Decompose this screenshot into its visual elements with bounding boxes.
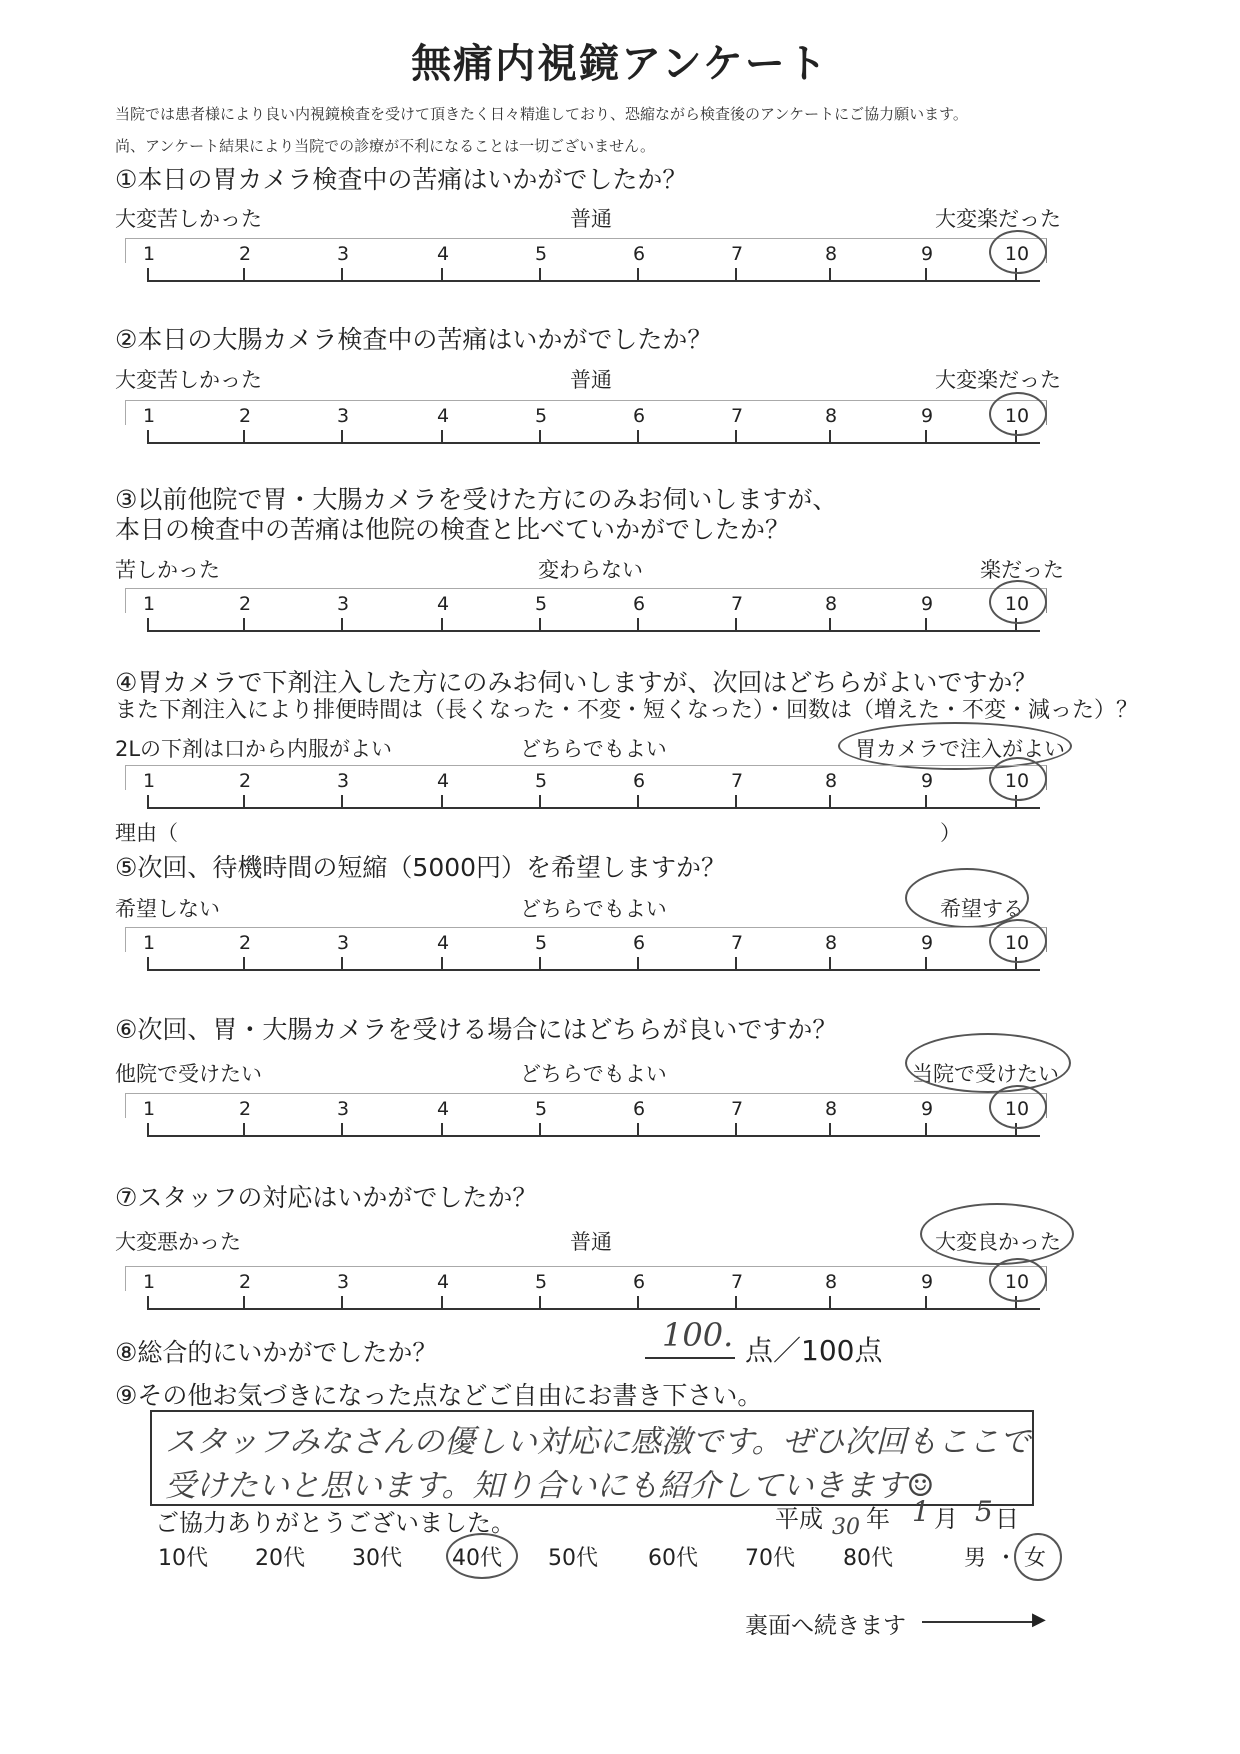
scale-option-2[interactable]: 2 [238,243,252,265]
q2-mid-label: 普通 [570,368,612,392]
q4-mid-label: どちらでもよい [520,737,667,761]
scale-frame [125,765,1047,790]
scale-tick [925,268,927,282]
question-3: ③以前他院で胃・大腸カメラを受けた方にのみお伺いしますが、 [115,485,838,514]
scale-option-1[interactable]: 1 [142,243,156,265]
age-30s[interactable]: 30代 [352,1546,402,1571]
scale-frame [125,588,1047,613]
scale-option-4[interactable]: 4 [436,405,450,427]
scale-option-7[interactable]: 7 [730,405,744,427]
q7-left-label: 大変悪かった [115,1230,241,1254]
scale-tick [539,268,541,282]
question-5: ⑤次回、待機時間の短縮（5000円）を希望しますか？ [115,853,727,882]
date-day[interactable]: 5 [975,1495,993,1528]
selected-answer-circle [989,230,1047,274]
scale-tick [539,795,541,809]
scale-option-6[interactable]: 6 [632,593,646,615]
scale-tick [147,1296,149,1310]
scale-tick [829,1123,831,1137]
scale-option-6[interactable]: 6 [632,1098,646,1120]
scale-option-7[interactable]: 7 [730,1098,744,1120]
q5-left-label: 希望しない [115,897,220,921]
scale-option-7[interactable]: 7 [730,1271,744,1293]
scale-option-2[interactable]: 2 [238,1098,252,1120]
scale-option-6[interactable]: 6 [632,405,646,427]
scale-tick [925,430,927,444]
age-20s[interactable]: 20代 [255,1546,305,1571]
scale-option-9[interactable]: 9 [920,1098,934,1120]
scale-frame [125,400,1047,425]
scale-option-7[interactable]: 7 [730,932,744,954]
q6-mid-label: どちらでもよい [520,1062,667,1086]
comment-line-2: 受けたいと思います。知り合いにも紹介していきます☺ [165,1468,935,1504]
scale-tick [243,1123,245,1137]
scale-tick [829,268,831,282]
question-3-line-2: 本日の検査中の苦痛は他院の検査と比べていかがでしたか？ [115,515,791,544]
q7-right-label: 大変良かった [935,1230,1061,1254]
scale-tick [829,795,831,809]
q1-right-label: 大変楽だった [935,207,1061,231]
q5-scale[interactable] [125,927,1045,987]
question-4-line-2: また下剤注入により排便時間は（長くなった・不変・短くなった）・回数は（増えた・不変・減った）？ [115,698,1139,723]
scale-frame [125,1093,1047,1118]
scale-option-4[interactable]: 4 [436,932,450,954]
scale-option-6[interactable]: 6 [632,770,646,792]
selected-answer-circle [989,757,1047,801]
date-month[interactable]: 1 [912,1495,930,1528]
scale-option-1[interactable]: 1 [142,405,156,427]
scale-tick [441,1123,443,1137]
scale-tick [147,618,149,632]
selected-answer-circle [989,580,1047,624]
scale-option-5[interactable]: 5 [534,1098,548,1120]
scale-option-5[interactable]: 5 [534,405,548,427]
scale-tick [539,1123,541,1137]
age-80s[interactable]: 80代 [843,1546,893,1571]
scale-option-7[interactable]: 7 [730,243,744,265]
scale-tick [341,1296,343,1310]
scale-baseline [147,1135,1040,1137]
scale-option-5[interactable]: 5 [534,932,548,954]
scale-tick [637,430,639,444]
scale-option-2[interactable]: 2 [238,932,252,954]
scale-option-3[interactable]: 3 [336,405,350,427]
q5-mid-label: どちらでもよい [520,897,667,921]
age-10s[interactable]: 10代 [158,1546,208,1571]
age-70s[interactable]: 70代 [745,1546,795,1571]
q7-mid-label: 普通 [570,1230,612,1254]
scale-option-3[interactable]: 3 [336,1098,350,1120]
scale-baseline [147,442,1040,444]
q3-scale[interactable] [125,588,1045,648]
sex-male[interactable]: 男 [964,1546,987,1571]
scale-option-8[interactable]: 8 [824,1271,838,1293]
scale-tick [243,1296,245,1310]
scale-tick [735,795,737,809]
q6-left-label: 他院で受けたい [115,1062,262,1086]
scale-tick [441,268,443,282]
scale-option-8[interactable]: 8 [824,1098,838,1120]
thanks-text: ご協力ありがとうございました。 [155,1509,515,1537]
scale-tick [441,957,443,971]
scale-option-2[interactable]: 2 [238,770,252,792]
q1-mid-label: 普通 [570,207,612,231]
scale-tick [341,957,343,971]
date-year-unit: 年 [866,1505,890,1533]
scale-baseline [147,969,1040,971]
scale-tick [147,430,149,444]
date-month-unit: 月 [934,1505,958,1533]
scale-tick [341,618,343,632]
scale-option-10[interactable]: 10 [1004,593,1030,615]
scale-tick [341,795,343,809]
scale-option-9[interactable]: 9 [920,593,934,615]
scale-tick [341,268,343,282]
scale-option-1[interactable]: 1 [142,1271,156,1293]
question-8: ⑧総合的にいかがでしたか？ [115,1338,438,1367]
scale-option-4[interactable]: 4 [436,243,450,265]
scale-option-3[interactable]: 3 [336,770,350,792]
scale-option-5[interactable]: 5 [534,593,548,615]
scale-option-10[interactable]: 10 [1004,1271,1030,1293]
scale-option-1[interactable]: 1 [142,932,156,954]
scale-tick [243,795,245,809]
q4-scale[interactable] [125,765,1045,825]
scale-option-4[interactable]: 4 [436,1098,450,1120]
scale-tick [243,430,245,444]
scale-tick [243,268,245,282]
scale-baseline [147,1308,1040,1310]
scale-tick [441,795,443,809]
question-2: ②本日の大腸カメラ検査中の苦痛はいかがでしたか？ [115,325,713,354]
scale-option-2[interactable]: 2 [238,405,252,427]
scale-option-10[interactable]: 10 [1004,405,1030,427]
scale-tick [441,430,443,444]
q2-scale[interactable] [125,400,1045,460]
comment-line-1: スタッフみなさんの優しい対応に感激です。ぜひ次回もここで [165,1424,1031,1460]
scale-option-5[interactable]: 5 [534,243,548,265]
scale-option-10[interactable]: 10 [1004,243,1030,265]
scale-option-3[interactable]: 3 [336,1271,350,1293]
scale-tick [637,1123,639,1137]
date-day-unit: 日 [995,1505,1019,1533]
scale-option-10[interactable]: 10 [1004,932,1030,954]
scale-option-6[interactable]: 6 [632,932,646,954]
scale-tick [829,957,831,971]
age-selected-circle [446,1533,518,1579]
scale-option-1[interactable]: 1 [142,770,156,792]
scale-option-4[interactable]: 4 [436,1271,450,1293]
q3-right-label: 楽だった [980,558,1064,582]
age-60s[interactable]: 60代 [648,1546,698,1571]
q4-reason-close: ） [940,821,961,845]
score-suffix: 点／100点 [745,1334,883,1367]
question-1: ①本日の胃カメラ検査中の苦痛はいかがでしたか？ [115,165,688,194]
scale-tick [341,430,343,444]
scale-option-9[interactable]: 9 [920,243,934,265]
scale-option-8[interactable]: 8 [824,243,838,265]
scale-tick [925,957,927,971]
scale-option-4[interactable]: 4 [436,770,450,792]
scale-tick [539,1296,541,1310]
scale-tick [441,618,443,632]
sex-female[interactable]: 女 [1024,1546,1047,1571]
scale-option-5[interactable]: 5 [534,770,548,792]
scale-tick [925,1296,927,1310]
footer-continue: 裏面へ続きます [745,1613,906,1639]
scale-tick [735,1296,737,1310]
scale-option-10[interactable]: 10 [1004,770,1030,792]
scale-option-7[interactable]: 7 [730,770,744,792]
scale-option-7[interactable]: 7 [730,593,744,615]
scale-tick [243,618,245,632]
q6-right-circle [905,1033,1071,1093]
date-year[interactable]: 30 [832,1515,860,1540]
scale-option-8[interactable]: 8 [824,932,838,954]
scale-option-3[interactable]: 3 [336,932,350,954]
q6-scale[interactable] [125,1093,1045,1153]
scale-option-1[interactable]: 1 [142,593,156,615]
scale-baseline [147,630,1040,632]
scale-tick [925,618,927,632]
scale-frame [125,238,1047,263]
scale-tick [637,268,639,282]
selected-answer-circle [989,392,1047,436]
scale-tick [147,268,149,282]
scale-option-2[interactable]: 2 [238,1271,252,1293]
q1-scale[interactable] [125,238,1045,298]
scale-option-8[interactable]: 8 [824,593,838,615]
intro-line-1: 当院では患者様により良い内視鏡検査を受けて頂きたく日々精進しており、恐縮ながら検査後のアンケートにご協力願います。 [115,105,968,123]
scale-tick [735,268,737,282]
scale-tick [829,618,831,632]
scale-tick [243,957,245,971]
scale-baseline [147,807,1040,809]
page-title: 無痛内視鏡アンケート [411,41,829,87]
scale-tick [441,1296,443,1310]
age-50s[interactable]: 50代 [548,1546,598,1571]
scale-tick [539,618,541,632]
sex-selected-circle [1014,1533,1062,1581]
q5-right-label: 希望する [940,897,1024,921]
scale-tick [735,957,737,971]
question-6: ⑥次回、胃・大腸カメラを受ける場合にはどちらが良いですか？ [115,1015,838,1044]
scale-option-2[interactable]: 2 [238,593,252,615]
scale-tick [735,430,737,444]
scale-tick [637,1296,639,1310]
q7-scale[interactable] [125,1266,1045,1326]
scale-tick [147,1123,149,1137]
scale-tick [147,957,149,971]
scale-frame [125,927,1047,952]
q6-right-label: 当院で受けたい [912,1062,1059,1086]
arrow-right-icon: ▶ [1032,1609,1046,1630]
age-40s[interactable]: 40代 [452,1546,502,1571]
scale-tick [829,430,831,444]
scale-option-6[interactable]: 6 [632,243,646,265]
question-4: ④胃カメラで下剤注入した方にのみお伺いしますが、次回はどちらがよいですか？ [115,668,1038,697]
scale-tick [147,795,149,809]
scale-tick [925,1123,927,1137]
scale-frame [125,1266,1047,1291]
scale-option-5[interactable]: 5 [534,1271,548,1293]
selected-answer-circle [989,1258,1047,1302]
question-9: ⑨その他お気づきになった点などご自由にお書き下さい。 [115,1381,763,1410]
selected-answer-circle [989,919,1047,963]
scale-option-1[interactable]: 1 [142,1098,156,1120]
q4-reason-label: 理由（ [115,821,178,845]
scale-option-6[interactable]: 6 [632,1271,646,1293]
scale-tick [637,957,639,971]
scale-tick [925,795,927,809]
scale-tick [539,430,541,444]
scale-option-9[interactable]: 9 [920,932,934,954]
scale-option-10[interactable]: 10 [1004,1098,1030,1120]
q7-right-circle [920,1203,1074,1265]
scale-tick [341,1123,343,1137]
footer-arrow-line [922,1621,1040,1623]
selected-answer-circle [989,1085,1047,1129]
overall-score[interactable]: 100. [662,1316,734,1354]
score-underline [645,1357,735,1359]
q2-left-label: 大変苦しかった [115,368,262,392]
scale-option-9[interactable]: 9 [920,1271,934,1293]
q2-right-label: 大変楽だった [935,368,1061,392]
scale-tick [735,618,737,632]
scale-tick [829,1296,831,1310]
scale-tick [637,795,639,809]
q3-mid-label: 変わらない [538,558,643,582]
q3-left-label: 苦しかった [115,558,220,582]
question-7: ⑦スタッフの対応はいかがでしたか？ [115,1183,538,1212]
q1-left-label: 大変苦しかった [115,207,262,231]
sex-dot: ・ [995,1546,1018,1571]
scale-tick [735,1123,737,1137]
scale-option-4[interactable]: 4 [436,593,450,615]
scale-option-9[interactable]: 9 [920,405,934,427]
q4-right-label: 胃カメラで注入がよい [855,737,1065,761]
scale-tick [539,957,541,971]
scale-tick [637,618,639,632]
intro-line-2: 尚、アンケート結果により当院での診療が不利になることは一切ございません。 [115,137,656,155]
scale-option-8[interactable]: 8 [824,770,838,792]
date-era: 平成 [775,1505,823,1533]
scale-option-3[interactable]: 3 [336,593,350,615]
scale-option-8[interactable]: 8 [824,405,838,427]
scale-option-9[interactable]: 9 [920,770,934,792]
scale-option-3[interactable]: 3 [336,243,350,265]
scale-baseline [147,280,1040,282]
q4-left-label: 2Lの下剤は口から内服がよい [115,737,393,761]
